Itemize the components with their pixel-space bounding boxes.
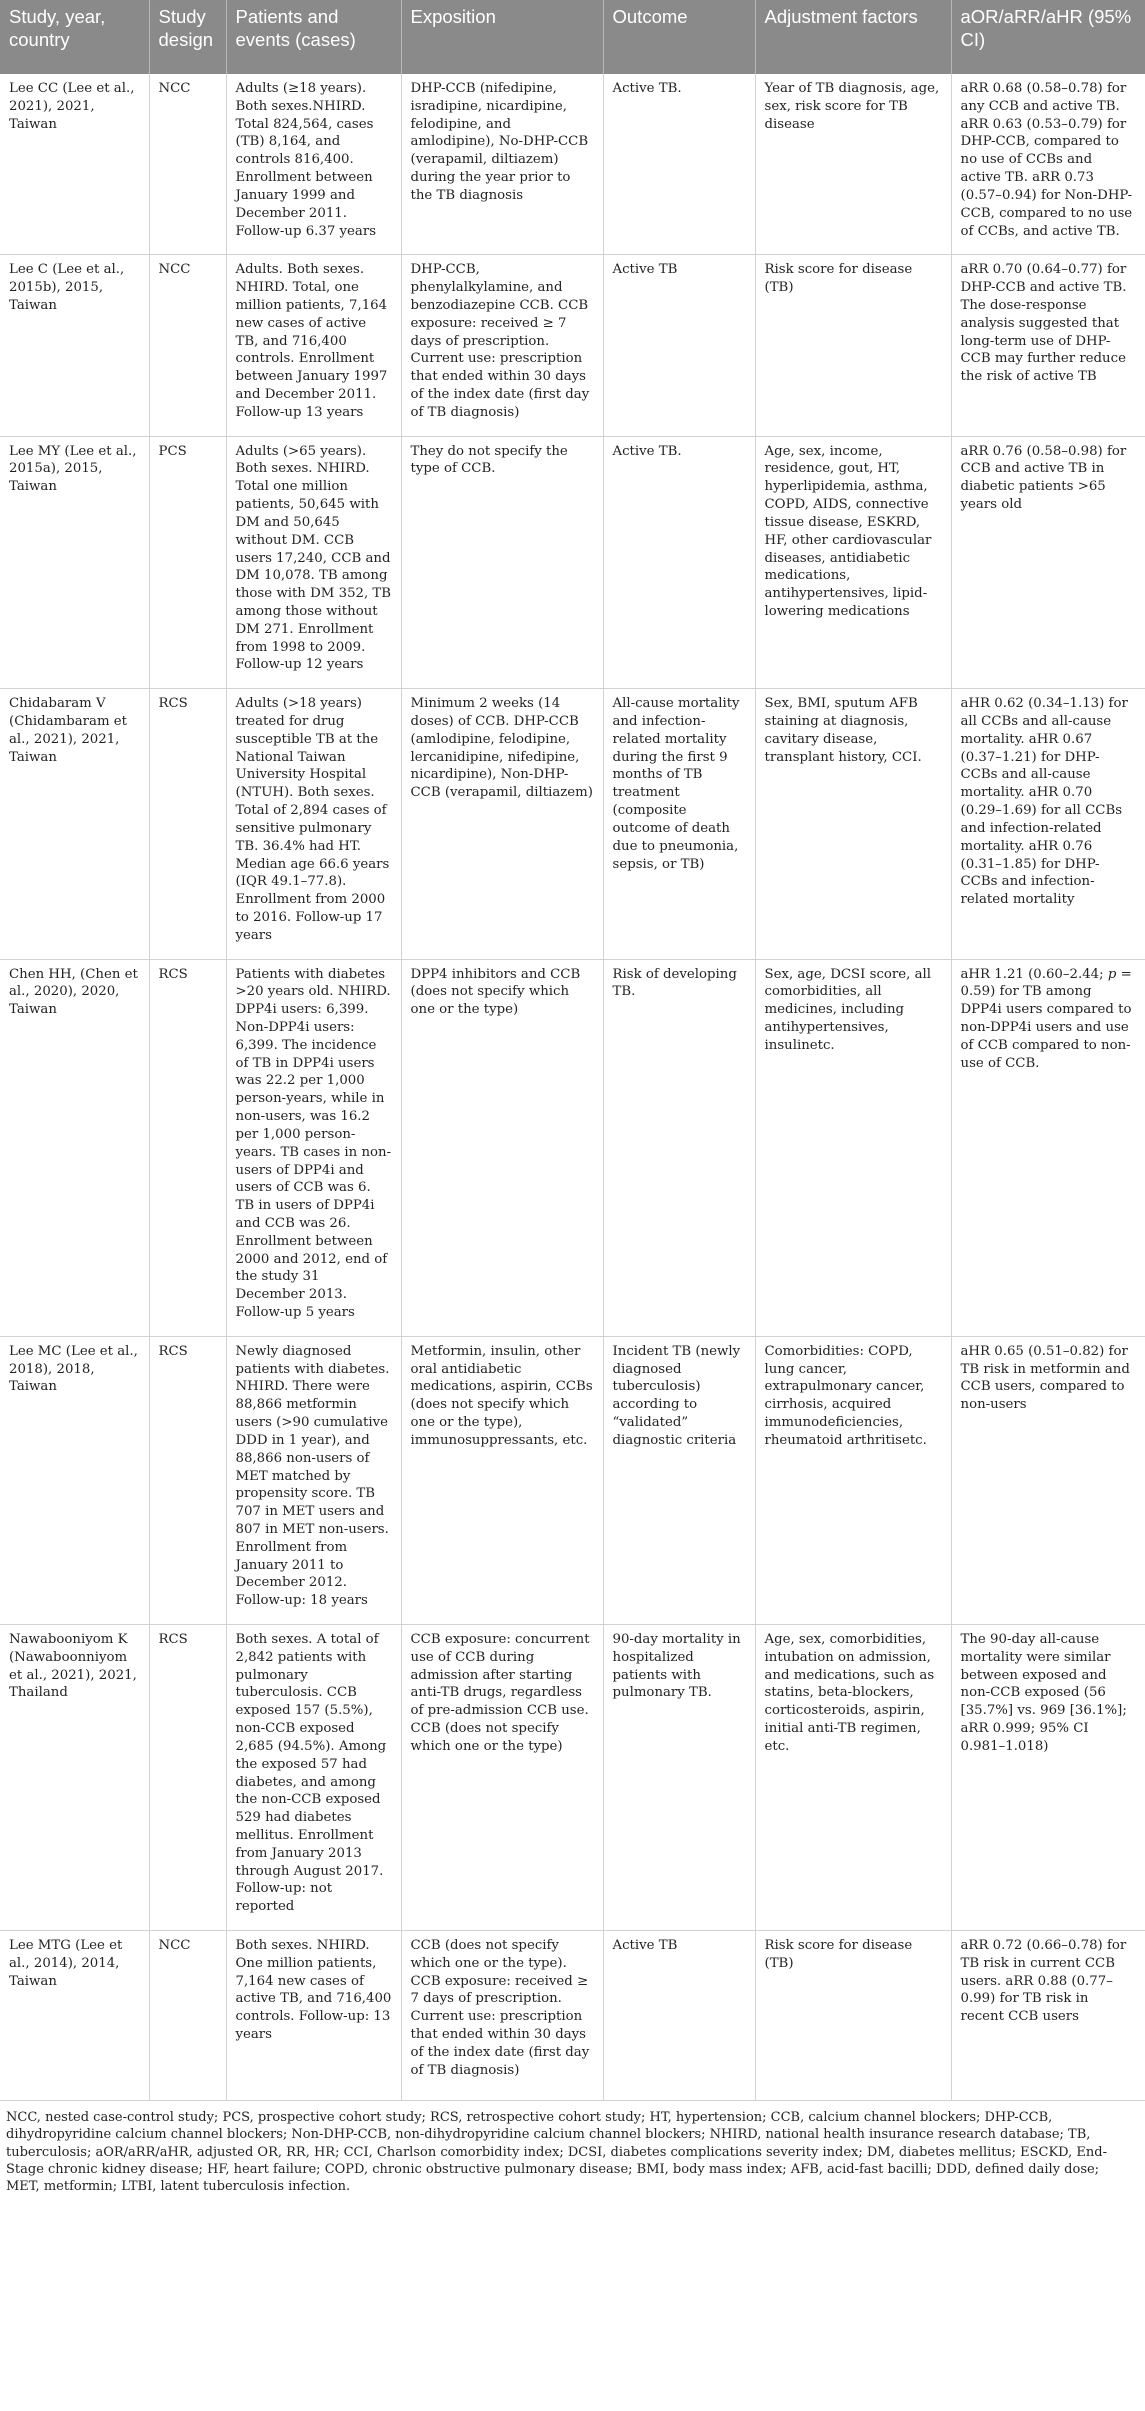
cell-outcome: Active TB. — [603, 74, 755, 255]
cell-exposition: DHP-CCB, phenylalkylamine, and benzodiazepine CCB. CCB exposure: received ≥ 7 days of prescription. Current use: prescription that ended within 30 days of the index date (first day of TB diagnosis) — [401, 255, 603, 436]
cell-patients: Patients with diabetes >20 years old. NHIRD. DPP4i users: 6,399. Non-DPP4i users: 6,399. The incidence of TB in DPP4i users was 22.2 per 1,000 person-years, while in non-users, was 16.2 per 1,000 person-years. TB cases in non-users of DPP4i and users of CCB was 6. TB in users of DPP4i and CCB was 26. Enrollment between 2000 and 2012, end of the study 31 December 2013. Follow-up 5 years — [226, 959, 401, 1336]
header-study: Study, year, country — [0, 0, 149, 74]
cell-design: NCC — [149, 1931, 226, 2101]
cell-patients: Adults (≥18 years). Both sexes.NHIRD. Total 824,564, cases (TB) 8,164, and controls 816,400. Enrollment between January 1999 and December 2011. Follow-up 6.37 years — [226, 74, 401, 255]
header-row — [0, 0, 1145, 74]
table-row — [0, 1931, 1145, 2101]
cell-study: Nawabooniyom K (Nawaboonniyom et al., 2021), 2021, Thailand — [0, 1625, 149, 1931]
cell-effect: aHR 0.65 (0.51–0.82) for TB risk in metformin and CCB users, compared to non-users — [951, 1336, 1145, 1624]
table-row — [0, 255, 1145, 436]
cell-design: RCS — [149, 1625, 226, 1931]
effect-text-pre: aHR 1.21 (0.60–2.44; — [960, 966, 1108, 982]
cell-design: RCS — [149, 1336, 226, 1624]
header-exposition: Exposition — [401, 0, 603, 74]
cell-design: NCC — [149, 74, 226, 255]
cell-patients: Adults (>18 years) treated for drug susceptible TB at the National Taiwan University Hospital (NTUH). Both sexes. Total of 2,894 cases of sensitive pulmonary TB. 36.4% had HT. Median age 66.6 years (IQR 49.1–77.8). Enrollment from 2000 to 2016. Follow-up 17 years — [226, 689, 401, 959]
cell-design: RCS — [149, 689, 226, 959]
cell-adjustment: Year of TB diagnosis, age, sex, risk score for TB disease — [755, 74, 951, 255]
cell-outcome: 90-day mortality in hospitalized patients with pulmonary TB. — [603, 1625, 755, 1931]
cell-patients: Adults (>65 years). Both sexes. NHIRD. Total one million patients, 50,645 with DM and 50,645 without DM. CCB users 17,240, CCB and DM 10,078. TB among those with DM 352, TB among those without DM 271. Enrollment from 1998 to 2009. Follow-up 12 years — [226, 436, 401, 689]
cell-adjustment: Sex, age, DCSI score, all comorbidities, all medicines, including antihypertensives, insulinetc. — [755, 959, 951, 1336]
table-row — [0, 1625, 1145, 1931]
cell-study: Lee MC (Lee et al., 2018), 2018, Taiwan — [0, 1336, 149, 1624]
cell-study: Chen HH, (Chen et al., 2020), 2020, Taiwan — [0, 959, 149, 1336]
cell-outcome: Risk of developing TB. — [603, 959, 755, 1336]
cell-study: Lee MTG (Lee et al., 2014), 2014, Taiwan — [0, 1931, 149, 2101]
effect-text-post: = 0.59) for TB among DPP4i users compared to non-DPP4i users and use of CCB compared to non-use of CCB. — [960, 966, 1132, 1071]
cell-design: PCS — [149, 436, 226, 689]
cell-design: RCS — [149, 959, 226, 1336]
table-row — [0, 959, 1145, 1336]
cell-patients: Both sexes. NHIRD. One million patients, 7,164 new cases of active TB, and 716,400 controls. Follow-up: 13 years — [226, 1931, 401, 2101]
cell-adjustment: Age, sex, comorbidities, intubation on admission, and medications, such as statins, beta-blockers, corticosteroids, aspirin, initial anti-TB regimen, etc. — [755, 1625, 951, 1931]
table-row — [0, 436, 1145, 689]
cell-study: Lee CC (Lee et al., 2021), 2021, Taiwan — [0, 74, 149, 255]
cell-exposition: Metformin, insulin, other oral antidiabetic medications, aspirin, CCBs (does not specify which one or the type), immunosuppressants, etc. — [401, 1336, 603, 1624]
cell-patients: Newly diagnosed patients with diabetes. NHIRD. There were 88,866 metformin users (>90 cumulative DDD in 1 year), and 88,866 non-users of MET matched by propensity score. TB 707 in MET users and 807 in MET non-users. Enrollment from January 2011 to December 2012. Follow-up: 18 years — [226, 1336, 401, 1624]
header-outcome: Outcome — [603, 0, 755, 74]
cell-effect — [951, 959, 1145, 1336]
header-effect: aOR/aRR/aHR (95% CI) — [951, 0, 1145, 74]
cell-effect: The 90-day all-cause mortality were similar between exposed and non-CCB exposed (56 [35.7%] vs. 969 [36.1%]; aRR 0.999; 95% CI 0.981–1.018) — [951, 1625, 1145, 1931]
header-design: Study design — [149, 0, 226, 74]
cell-outcome: Active TB. — [603, 436, 755, 689]
cell-exposition: DPP4 inhibitors and CCB (does not specify which one or the type) — [401, 959, 603, 1336]
table-row — [0, 1336, 1145, 1624]
cell-study: Lee MY (Lee et al., 2015a), 2015, Taiwan — [0, 436, 149, 689]
cell-outcome: Active TB — [603, 255, 755, 436]
cell-effect: aHR 0.62 (0.34–1.13) for all CCBs and all-cause mortality. aHR 0.67 (0.37–1.21) for DHP-CCBs and all-cause mortality. aHR 0.70 (0.29–1.69) for all CCBs and infection-related mortality. aHR 0.76 (0.31–1.85) for DHP-CCBs and infection-related mortality — [951, 689, 1145, 959]
cell-effect: aRR 0.70 (0.64–0.77) for DHP-CCB and active TB. The dose-response analysis suggested that long-term use of DHP-CCB may further reduce the risk of active TB — [951, 255, 1145, 436]
cell-design: NCC — [149, 255, 226, 436]
cell-exposition: CCB exposure: concurrent use of CCB during admission after starting anti-TB drugs, regardless of pre-admission CCB use. CCB (does not specify which one or the type) — [401, 1625, 603, 1931]
cell-effect: aRR 0.68 (0.58–0.78) for any CCB and active TB. aRR 0.63 (0.53–0.79) for DHP-CCB, compared to no use of CCBs and active TB. aRR 0.73 (0.57–0.94) for Non-DHP-CCB, compared to no use of CCBs, and active TB. — [951, 74, 1145, 255]
cell-exposition: They do not specify the type of CCB. — [401, 436, 603, 689]
header-patients: Patients and events (cases) — [226, 0, 401, 74]
cell-outcome: All-cause mortality and infection-related mortality during the first 9 months of TB treatment (composite outcome of death due to pneumonia, sepsis, or TB) — [603, 689, 755, 959]
cell-effect: aRR 0.72 (0.66–0.78) for TB risk in current CCB users. aRR 0.88 (0.77–0.99) for TB risk in recent CCB users — [951, 1931, 1145, 2101]
cell-effect: aRR 0.76 (0.58–0.98) for CCB and active TB in diabetic patients >65 years old — [951, 436, 1145, 689]
cell-patients: Both sexes. A total of 2,842 patients with pulmonary tuberculosis. CCB exposed 157 (5.5%), non-CCB exposed 2,685 (94.5%). Among the exposed 57 had diabetes, and among the non-CCB exposed 529 had diabetes mellitus. Enrollment from January 2013 through August 2017. Follow-up: not reported — [226, 1625, 401, 1931]
header-adjustment: Adjustment factors — [755, 0, 951, 74]
p-value-symbol: p — [1107, 966, 1117, 982]
cell-adjustment: Risk score for disease (TB) — [755, 1931, 951, 2101]
cell-exposition: Minimum 2 weeks (14 doses) of CCB. DHP-CCB (amlodipine, felodipine, lercanidipine, nifedipine, nicardipine), Non-DHP-CCB (verapamil, diltiazem) — [401, 689, 603, 959]
cell-exposition: CCB (does not specify which one or the type). CCB exposure: received ≥ 7 days of prescription. Current use: prescription that ended within 30 days of the index date (first day of TB diagnosis) — [401, 1931, 603, 2101]
cell-exposition: DHP-CCB (nifedipine, isradipine, nicardipine, felodipine, and amlodipine), No-DHP-CCB (verapamil, diltiazem) during the year prior to the TB diagnosis — [401, 74, 603, 255]
cell-adjustment: Sex, BMI, sputum AFB staining at diagnosis, cavitary disease, transplant history, CCI. — [755, 689, 951, 959]
cell-adjustment: Risk score for disease (TB) — [755, 255, 951, 436]
cell-adjustment: Age, sex, income, residence, gout, HT, hyperlipidemia, asthma, COPD, AIDS, connective tissue disease, ESKRD, HF, other cardiovascular diseases, antidiabetic medications, antihypertensives, lipid-lowering medications — [755, 436, 951, 689]
cell-study: Lee C (Lee et al., 2015b), 2015, Taiwan — [0, 255, 149, 436]
table-row — [0, 689, 1145, 959]
cell-patients: Adults. Both sexes. NHIRD. Total, one million patients, 7,164 new cases of active TB, and 716,400 controls. Enrollment between January 1997 and December 2011. Follow-up 13 years — [226, 255, 401, 436]
table-footnote: NCC, nested case-control study; PCS, prospective cohort study; RCS, retrospective cohort study; HT, hypertension; CCB, calcium channel blockers; DHP-CCB, dihydropyridine calcium channel blockers; Non-DHP-CCB, non-dihydropyridine calcium channel blockers; NHIRD, national health insurance research database; TB, tuberculosis; aOR/aRR/aHR, adjusted OR, RR, HR; CCI, Charlson comorbidity index; DCSI, diabetes complications severity index; DM, diabetes mellitus; ESCKD, End-Stage chronic kidney disease; HF, heart failure; COPD, chronic obstructive pulmonary disease; BMI, body mass index; AFB, acid-fast bacilli; DDD, defined daily dose; MET, metformin; LTBI, latent tuberculosis infection. — [6, 2110, 1107, 2195]
cell-outcome: Active TB — [603, 1931, 755, 2101]
cell-study: Chidabaram V (Chidambaram et al., 2021), 2021, Taiwan — [0, 689, 149, 959]
cell-outcome: Incident TB (newly diagnosed tuberculosis) according to “validated” diagnostic criteria — [603, 1336, 755, 1624]
cell-adjustment: Comorbidities: COPD, lung cancer, extrapulmonary cancer, cirrhosis, acquired immunodeficiencies, rheumatoid arthritisetc. — [755, 1336, 951, 1624]
table-row — [0, 74, 1145, 255]
